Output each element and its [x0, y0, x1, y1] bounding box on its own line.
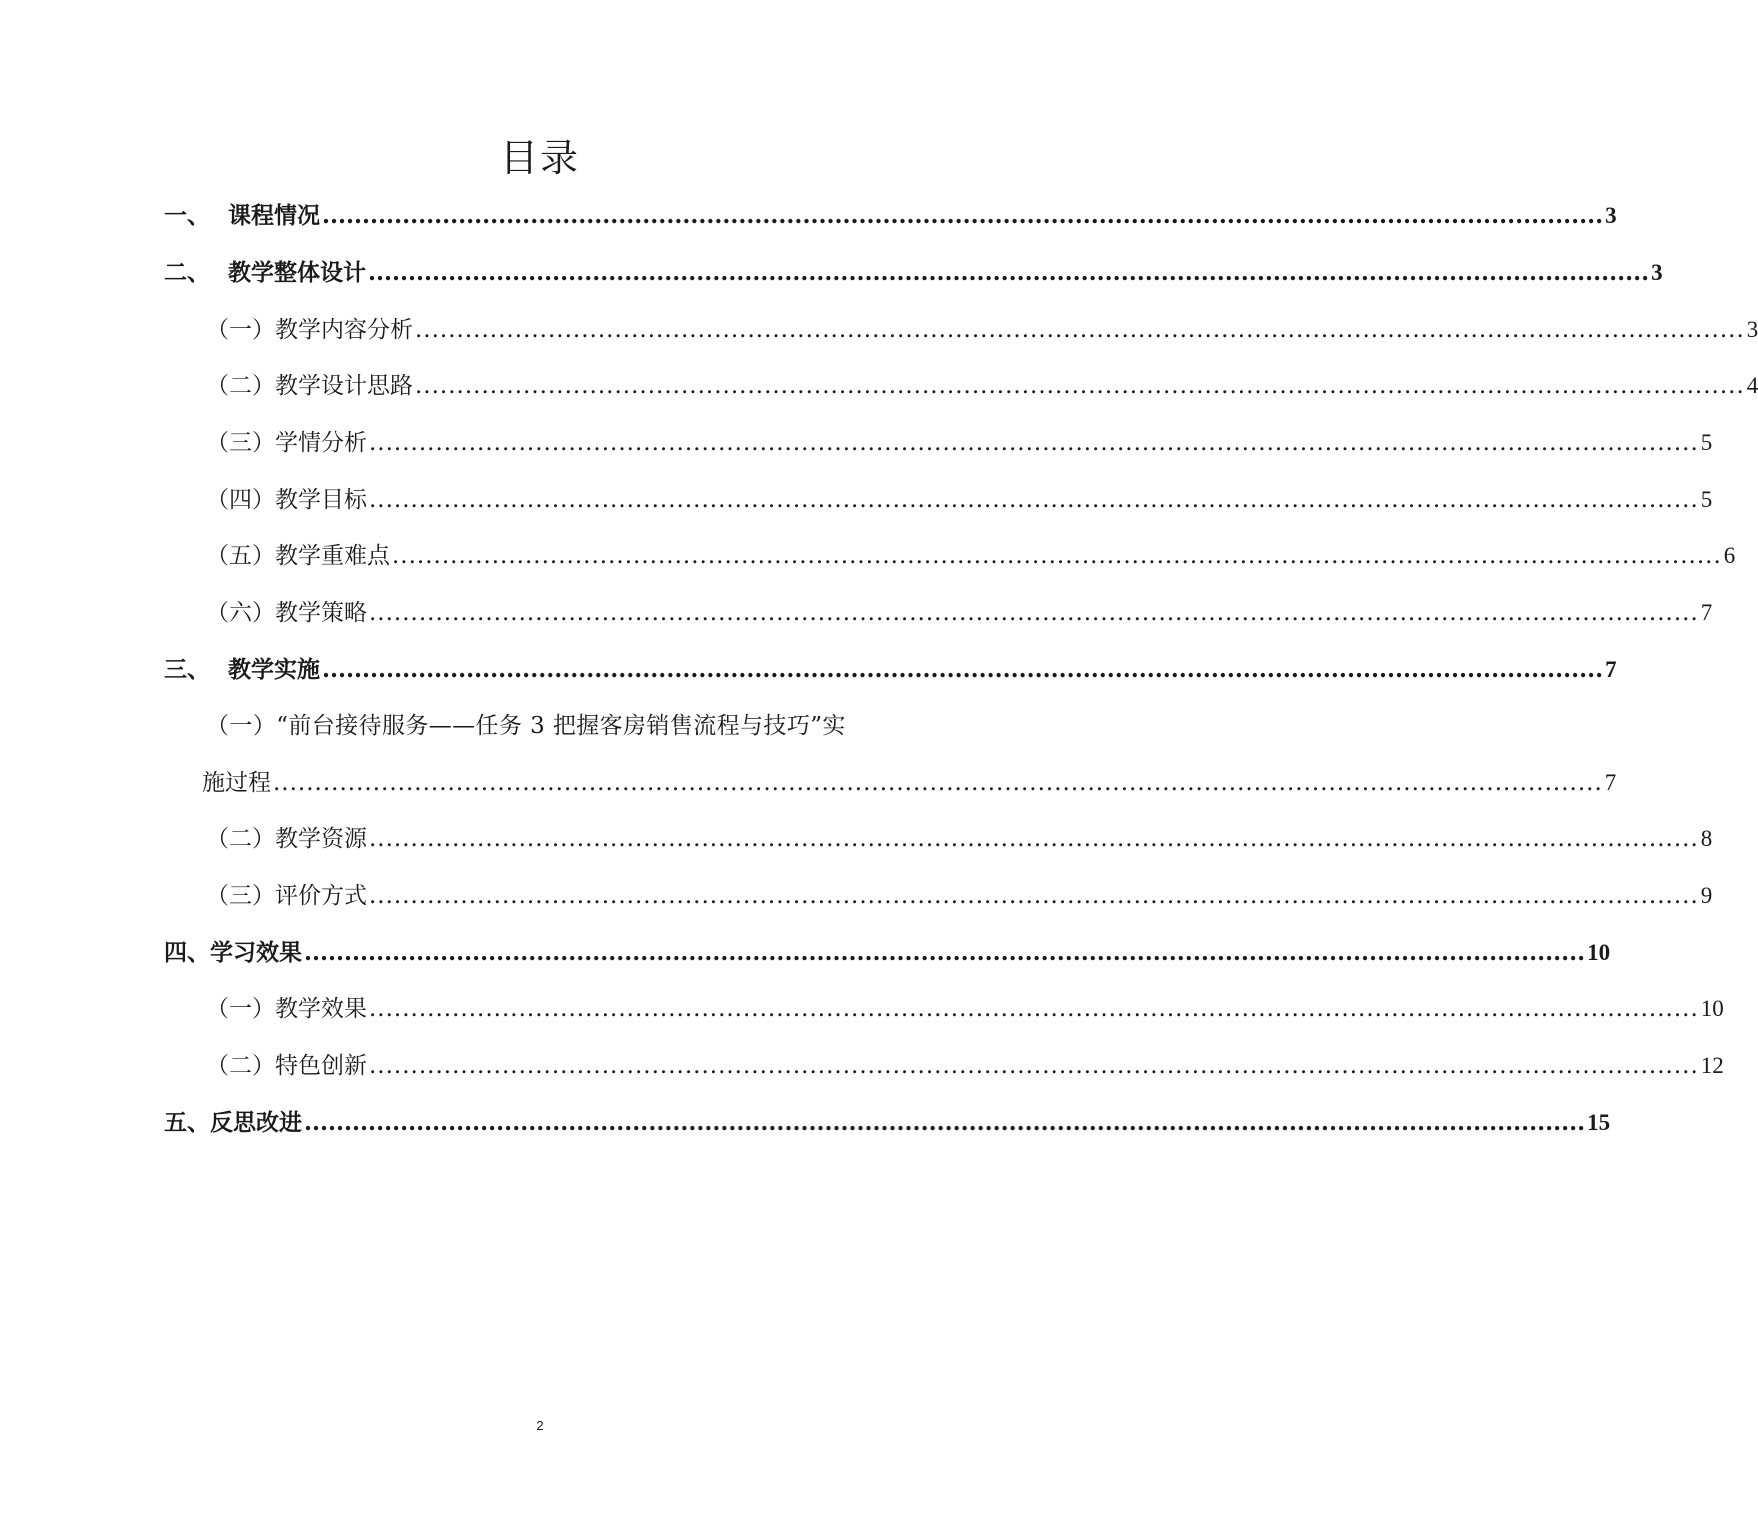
toc-entry-page: 3: [1746, 317, 1758, 342]
toc-entry-2-5[interactable]: [206, 536, 1736, 576]
toc-entry-number: 二、: [164, 259, 210, 286]
toc-entry-text: （三）评价方式: [206, 883, 367, 909]
dot-leader: ................................................................................................................................................................: [369, 487, 1699, 513]
toc-entry-page: 8: [1700, 826, 1713, 851]
toc-entry-text: （三）学情分析: [206, 430, 367, 456]
dot-leader: ................................................................................................................................................................: [369, 600, 1699, 626]
dot-leader: ................................................................................................................................................................: [273, 770, 1603, 796]
toc-entry-2-6[interactable]: [206, 593, 1713, 633]
page-number: 2: [536, 1418, 544, 1433]
toc-entry-3-1-line2[interactable]: [202, 763, 1617, 803]
dot-leader: ................................................................................................................................................................: [369, 883, 1699, 909]
toc-entry-text: （二）教学设计思路: [206, 373, 413, 399]
toc-entry-text: （六）教学策略: [206, 600, 367, 626]
toc-entry-text: 教学实施: [228, 656, 320, 683]
toc-entry-2-2[interactable]: [206, 366, 1758, 406]
dot-leader: ................................................................................................................................................................: [392, 543, 1722, 569]
toc-entry-page: 7: [1605, 657, 1617, 682]
toc-entry-4-2[interactable]: [206, 1046, 1724, 1086]
toc-entry-1[interactable]: [164, 196, 1617, 236]
toc-entry-page: 6: [1723, 543, 1736, 568]
dot-leader: ................................................................................................................................................................: [415, 317, 1745, 343]
toc-entry-text: （一）教学效果: [206, 996, 367, 1022]
toc-entry-4[interactable]: [164, 933, 1611, 973]
toc-entry-number: 一、: [164, 202, 210, 229]
toc-entry-text: 课程情况: [228, 202, 320, 229]
dot-leader: ................................................................................................................................................................: [369, 826, 1699, 852]
toc-entry-text: 反思改进: [210, 1109, 302, 1136]
toc-entry-page: 4: [1746, 373, 1758, 398]
toc-entry-page: 10: [1587, 940, 1611, 965]
toc-entry-3-3[interactable]: [206, 876, 1713, 916]
toc-entry-page: 3: [1651, 260, 1663, 285]
toc-entry-3-2[interactable]: [206, 819, 1713, 859]
toc-entry-text: 施过程: [202, 770, 271, 796]
toc-entry-page: 5: [1700, 487, 1713, 512]
toc-entry-2-1[interactable]: [206, 310, 1758, 350]
toc-entry-3-1-line1[interactable]: （一）“前台接待服务——任务 3 把握客房销售流程与技巧”实: [206, 713, 846, 739]
dot-leader: ................................................................................................................................................................: [304, 1109, 1586, 1136]
toc-entry-text: （二）特色创新: [206, 1053, 367, 1079]
toc-entry-4-1[interactable]: [206, 989, 1724, 1029]
toc-title: 目录: [499, 136, 580, 180]
dot-leader: ................................................................................................................................................................: [369, 1053, 1699, 1079]
toc-entry-2-3[interactable]: [206, 423, 1713, 463]
toc-entry-number: 四、: [164, 939, 210, 966]
toc-entry-text: （二）教学资源: [206, 826, 367, 852]
toc-entry-2[interactable]: [164, 253, 1663, 293]
toc-entry-page: 9: [1700, 883, 1713, 908]
dot-leader: ................................................................................................................................................................: [415, 373, 1745, 399]
toc-entry-text: （五）教学重难点: [206, 543, 390, 569]
toc-entry-page: 3: [1605, 203, 1617, 228]
toc-entry-page: 7: [1604, 770, 1617, 795]
toc-entry-page: 12: [1700, 1053, 1724, 1078]
dot-leader: ................................................................................................................................................................: [304, 939, 1586, 966]
toc-entry-number: 五、: [164, 1109, 210, 1136]
dot-leader: ................................................................................................................................................................: [369, 430, 1699, 456]
toc-entry-number: 三、: [164, 656, 210, 683]
toc-entry-5[interactable]: [164, 1103, 1611, 1143]
toc-entry-page: 10: [1700, 996, 1724, 1021]
dot-leader: ................................................................................................................................................................: [368, 259, 1650, 286]
toc-entry-text: 教学整体设计: [228, 259, 366, 286]
toc-entry-text: （四）教学目标: [206, 487, 367, 513]
dot-leader: ................................................................................................................................................................: [369, 996, 1699, 1022]
dot-leader: ................................................................................................................................................................: [322, 202, 1604, 229]
toc-entry-2-4[interactable]: [206, 480, 1713, 520]
toc-entry-page: 7: [1700, 600, 1713, 625]
dot-leader: ................................................................................................................................................................: [322, 656, 1604, 683]
toc-entry-3[interactable]: [164, 650, 1617, 690]
toc-entry-text: （一）教学内容分析: [206, 317, 413, 343]
toc-entry-text: 学习效果: [210, 939, 302, 966]
toc-entry-page: 15: [1587, 1110, 1611, 1135]
toc-entry-page: 5: [1700, 430, 1713, 455]
